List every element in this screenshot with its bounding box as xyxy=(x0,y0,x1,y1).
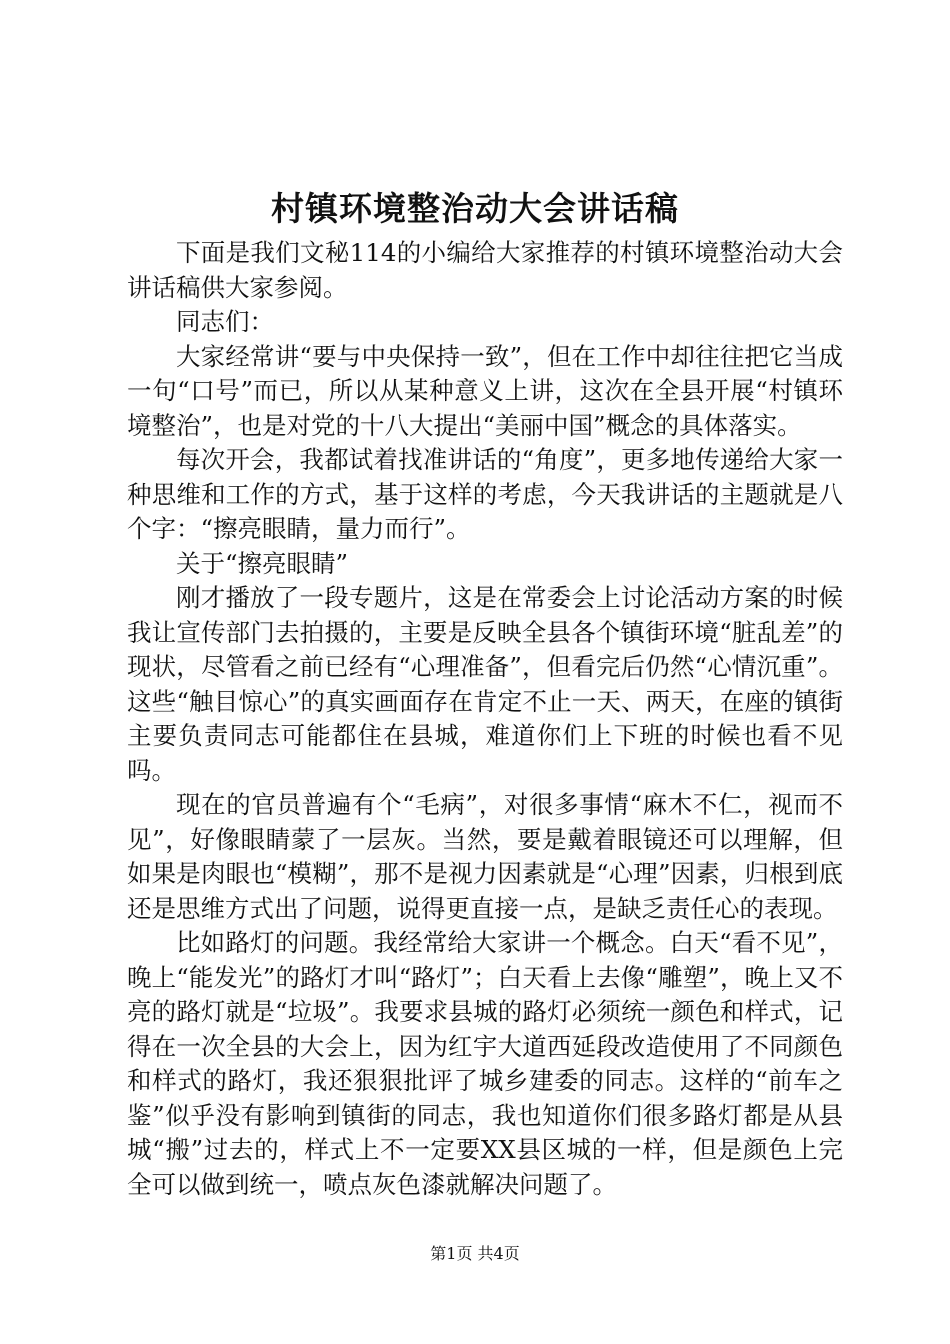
body-paragraph: 现在的官员普遍有个“毛病”，对很多事情“麻木不仁，视而不见”，好像眼睛蒙了一层灰。当然，要是戴着眼镜还可以理解，但如果是肉眼也“模糊”，那不是视力因素就是“心理”因素，归根到底还是思维方式出了问题，说得更直接一点，是缺乏责任心的表现。 xyxy=(127,790,843,923)
body-paragraph: 每次开会，我都试着找准讲话的“角度”，更多地传递给大家一种思维和工作的方式，基于这样的考虑，今天我讲话的主题就是八个字：“擦亮眼睛，量力而行”。 xyxy=(127,445,843,543)
salutation: 同志们： xyxy=(176,307,274,336)
intro-paragraph: 下面是我们文秘114的小编给大家推荐的村镇环境整治动大会讲话稿供大家参阅。 xyxy=(127,238,843,302)
body-paragraph: 比如路灯的问题。我经常给大家讲一个概念。白天“看不见”，晚上“能发光”的路灯才叫“路灯”；白天看上去像“雕塑”，晚上又不亮的路灯就是“垃圾”。我要求县城的路灯必须统一颜色和样式，记得在一次全县的大会上，因为红宇大道西延段改造使用了不同颜色和样式的路灯，我还狠狠批评了城乡建委的同志。这样的“前车之鉴”似乎没有影响到镇街的同志，我也知道你们很多路灯都是从县城“搬”过去的，样式上不一定要XX县区城的一样，但是颜色上完全可以做到统一，喷点灰色漆就解决问题了。 xyxy=(127,928,843,1199)
page-number-footer: 第1页 共4页 xyxy=(430,1244,520,1263)
document-title: 村镇环境整治动大会讲话稿 xyxy=(271,189,679,228)
section-heading: 关于“擦亮眼睛” xyxy=(176,548,349,578)
document-body xyxy=(127,236,843,1202)
body-paragraph: 刚才播放了一段专题片，这是在常委会上讨论活动方案的时候我让宣传部门去拍摄的，主要是反映全县各个镇街环境“脏乱差”的现状，尽管看之前已经有“心理准备”，但看完后仍然“心情沉重”。这些“触目惊心”的真实画面存在肯定不止一天、两天，在座的镇街主要负责同志可能都住在县城，难道你们上下班的时候也看不见吗。 xyxy=(127,583,843,785)
body-paragraph: 大家经常讲“要与中央保持一致”，但在工作中却往往把它当成一句“口号”而已，所以从某种意义上讲，这次在全县开展“村镇环境整治”，也是对党的十八大提出“美丽中国”概念的具体落实。 xyxy=(127,341,843,440)
